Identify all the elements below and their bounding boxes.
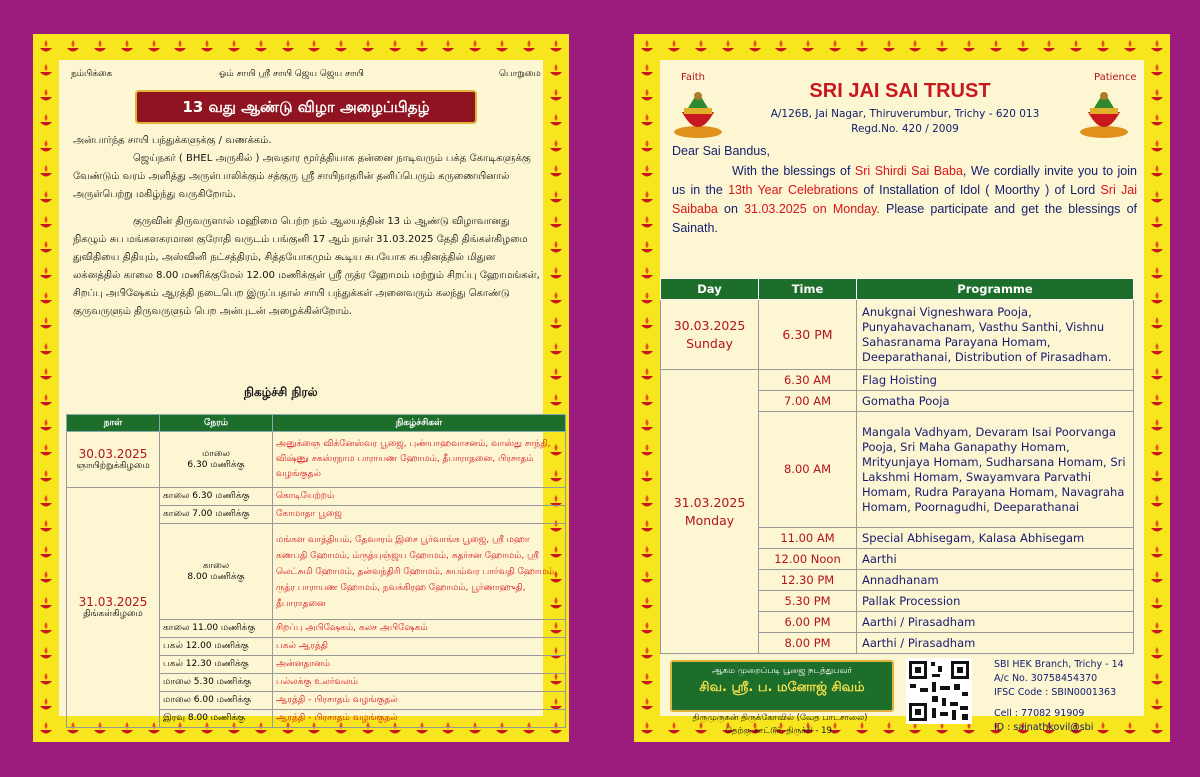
- diya-lamp-icon: [1149, 88, 1165, 104]
- invite-highlight: 31.03.2025 on Monday.: [744, 202, 880, 216]
- diya-lamp-icon: [639, 190, 655, 206]
- invite-text: on: [717, 202, 745, 216]
- trust-regd: Regd.No. 420 / 2009: [851, 123, 959, 135]
- lamp-border-right: [1146, 58, 1168, 718]
- diya-lamp-icon: [1149, 570, 1165, 586]
- diya-lamp-icon: [280, 39, 296, 55]
- english-invitation-body: [660, 60, 1144, 736]
- col-time: Time: [759, 279, 857, 300]
- trust-address: A/126B, Jai Nagar, Thiruverumbur, Trichy - 620 013: [770, 108, 1040, 120]
- diya-lamp-icon: [1149, 215, 1165, 231]
- invite-highlight: 13th Year Celebrations: [728, 183, 859, 197]
- title-banner: [135, 90, 477, 124]
- diya-lamp-icon: [548, 240, 564, 256]
- row-programme: Aarthi / Pirasadham: [857, 612, 1134, 633]
- invite-text: of Installation of Idol ( Moorthy ) of Lord: [858, 183, 1101, 197]
- row-programme: Aarthi: [857, 549, 1134, 570]
- row-time: 6.00 PM: [759, 612, 857, 633]
- bank-branch: SBI HEK Branch, Trichy - 14: [994, 659, 1124, 670]
- diya-lamp-icon: [988, 39, 1004, 55]
- diya-lamp-icon: [639, 164, 655, 180]
- diya-lamp-icon: [639, 646, 655, 662]
- diya-lamp-icon: [467, 39, 483, 55]
- diya-lamp-icon: [1149, 469, 1165, 485]
- diya-lamp-icon: [548, 39, 564, 55]
- diya-lamp-icon: [92, 39, 108, 55]
- diya-lamp-icon: [639, 266, 655, 282]
- tamil-invitation-panel: [33, 34, 569, 742]
- row-programme: Gomatha Pooja: [857, 391, 1134, 412]
- diya-lamp-icon: [548, 113, 564, 129]
- bank-ifsc: IFSC Code : SBIN0001363: [994, 687, 1117, 698]
- diya-lamp-icon: [747, 39, 763, 55]
- row-programme: Special Abhisegam, Kalasa Abhisegam: [857, 528, 1134, 549]
- invite-text: , We cordially invite you to join us in the: [672, 164, 1137, 197]
- diya-lamp-icon: [1149, 672, 1165, 688]
- diya-lamp-icon: [639, 596, 655, 612]
- col-programme: நிகழ்ச்சிகள்: [273, 415, 566, 432]
- qr-code-icon: [906, 658, 972, 724]
- day1-weekday: ஞாயிற்றுக்கிழமை: [76, 461, 150, 471]
- diya-lamp-icon: [548, 139, 564, 155]
- schedule-title: நிகழ்ச்சி நிரல்: [244, 385, 318, 399]
- day1-time: 6.30 PM: [759, 300, 857, 370]
- diya-lamp-icon: [38, 139, 54, 155]
- patience-label: Patience: [1094, 72, 1137, 83]
- contact-cell: Cell : 77082 91909: [994, 708, 1085, 719]
- row-programme: Mangala Vadhyam, Devaram Isai Poorvanga Pooja, Sri Maha Ganapathy Homam, Mrityunjaya Homam, Sudharsana Homam, Sri Lakshmi Homam, Swayamvara Parvathi Homam, Rudra Parayana Homam, Navagraha Homam, Poornagudhi, Deeparathanai: [857, 412, 1134, 528]
- diya-lamp-icon: [38, 291, 54, 307]
- diya-lamp-icon: [1149, 63, 1165, 79]
- row-time: 11.00 AM: [759, 528, 857, 549]
- english-invitation-panel: [634, 34, 1170, 742]
- diya-lamp-icon: [38, 519, 54, 535]
- diya-lamp-icon: [1149, 418, 1165, 434]
- diya-lamp-icon: [38, 697, 54, 713]
- day2-date: 31.03.2025: [673, 494, 746, 510]
- row-time: 5.30 PM: [759, 591, 857, 612]
- diya-lamp-icon: [1015, 39, 1031, 55]
- diya-lamp-icon: [440, 39, 456, 55]
- invite-highlight: Sri Jai Saibaba: [672, 183, 1137, 216]
- diya-lamp-icon: [38, 240, 54, 256]
- row-time: மாலை 5.30 மணிக்கு: [160, 674, 273, 692]
- row-programme: Aarthi / Pirasadham: [857, 633, 1134, 654]
- diya-lamp-icon: [38, 316, 54, 332]
- diya-lamp-icon: [38, 266, 54, 282]
- diya-lamp-icon: [548, 164, 564, 180]
- diya-lamp-icon: [639, 443, 655, 459]
- row-time: மாலை 6.00 மணிக்கு: [160, 692, 273, 710]
- diya-lamp-icon: [38, 367, 54, 383]
- day2-date: 31.03.2025: [78, 595, 148, 609]
- row-programme: Flag Hoisting: [857, 370, 1134, 391]
- row-programme: Pallak Procession: [857, 591, 1134, 612]
- diya-lamp-icon: [1149, 443, 1165, 459]
- diya-lamp-icon: [38, 646, 54, 662]
- diya-lamp-icon: [548, 393, 564, 409]
- diya-lamp-icon: [1149, 621, 1165, 637]
- english-schedule-table: [660, 278, 1134, 654]
- day2-weekday: Monday: [684, 512, 735, 528]
- diya-lamp-icon: [548, 266, 564, 282]
- row-time: காலை 7.00 மணிக்கு: [160, 506, 273, 524]
- row-programme: கொடியேற்றம்: [273, 488, 566, 506]
- invitation-paragraph: குருவின் திருவருளால் மஹிமை பெற்ற நம் ஆலயத்தின் 13 ம் ஆண்டு விழாவானது நிகழும் சுப மங்களகரமான குரோதி வருடம் பங்குனி 17 ஆம் நாள் 31.03.2025 தேதி திங்கள்கிழமை துவிதியை திதியும், அஸ்வினி நட்சத்திரம், சித்தயோகமும் கூடிய சுபயோக சுபதினத்தில் மிதுன லக்னத்தில் காலை 8.00 மணிக்குமேல் 12.00 மணிக்குள் ஸ்ரீ ருத்ர ஹோமம் மற்றும் சிறப்பு ஹோமங்கள், சிறப்பு அபிஷேகம் ஆரத்தி நடைபெற இருப்பதால் சாயி பந்துக்கள் அனைவரும் கலந்து கொண்டு குருவருளும் திருவருளும் பெற அன்புடன் அழைக்கின்றோம்.: [73, 216, 540, 317]
- col-day: நாள்: [67, 415, 160, 432]
- diya-lamp-icon: [639, 697, 655, 713]
- diya-lamp-icon: [639, 519, 655, 535]
- diya-lamp-icon: [1149, 545, 1165, 561]
- diya-lamp-icon: [360, 39, 376, 55]
- row-time: காலை 11.00 மணிக்கு: [160, 620, 273, 638]
- english-invitation-paragraph: [672, 162, 1137, 238]
- om-sai-line: ஓம் சாயி ஸ்ரீ சாயி ஜெய ஜெய சாயி: [219, 69, 364, 79]
- diya-lamp-icon: [521, 39, 537, 55]
- diya-lamp-icon: [38, 190, 54, 206]
- row-time: 12.00 Noon: [759, 549, 857, 570]
- bank-details: [994, 658, 1124, 735]
- row-programme: மங்கள வாத்தியம், தேவாரம் இசை பூர்வாங்க பூஜை, ஸ்ரீ மஹா கணபதி ஹோமம், ம்ருத்யுஞ்ஜய ஹோமம், சுதர்சன ஹோமம், ஸ்ரீ லெட்சுமி ஹோமம், தன்வந்திரி ஹோமம், சுயம்வர பார்வதி ஹோமம், ருத்ர பாராயண ஹோமம், நவக்கிரஹ ஹோமம், பூர்ணாஹுதி, தீபாராதனை: [273, 524, 566, 620]
- diya-lamp-icon: [199, 39, 215, 55]
- diya-lamp-icon: [1149, 494, 1165, 510]
- diya-lamp-icon: [1095, 39, 1111, 55]
- diya-lamp-icon: [1149, 266, 1165, 282]
- diya-lamp-icon: [38, 545, 54, 561]
- day1-programme: அனுக்ஞை விக்னேஸ்வர பூஜை, புண்யாஹவாசனம், வாஸ்து சாந்தி, விஷ்ணு சகஸ்ரநாம பாராயண ஹோமம், தீபாராதனை, பிரசாதம் வழங்குதல்: [273, 432, 566, 488]
- diya-lamp-icon: [38, 342, 54, 358]
- diya-lamp-icon: [548, 63, 564, 79]
- row-programme: பகல் ஆரத்தி: [273, 638, 566, 656]
- lamp-border-top: [634, 36, 1170, 58]
- col-programme: Programme: [857, 279, 1134, 300]
- row-time-period: காலை: [202, 560, 230, 571]
- diya-lamp-icon: [1149, 519, 1165, 535]
- diya-lamp-icon: [548, 367, 564, 383]
- diya-lamp-icon: [146, 39, 162, 55]
- row-time: பகல் 12.00 மணிக்கு: [160, 638, 273, 656]
- col-time: நேரம்: [160, 415, 273, 432]
- diya-lamp-icon: [639, 316, 655, 332]
- tamil-schedule-table: [66, 414, 566, 728]
- diya-lamp-icon: [639, 469, 655, 485]
- diya-lamp-icon: [226, 39, 242, 55]
- diya-lamp-icon: [639, 240, 655, 256]
- diya-lamp-icon: [907, 39, 923, 55]
- diya-lamp-icon: [639, 672, 655, 688]
- row-time: 12.30 PM: [759, 570, 857, 591]
- diya-lamp-icon: [1149, 342, 1165, 358]
- diya-lamp-icon: [1149, 316, 1165, 332]
- diya-lamp-icon: [38, 88, 54, 104]
- diya-lamp-icon: [639, 494, 655, 510]
- diya-lamp-icon: [38, 443, 54, 459]
- diya-lamp-icon: [38, 494, 54, 510]
- diya-lamp-icon: [773, 39, 789, 55]
- row-time: இரவு 8.00 மணிக்கு: [160, 710, 273, 728]
- row-time: பகல் 12.30 மணிக்கு: [160, 656, 273, 674]
- diya-lamp-icon: [639, 418, 655, 434]
- diya-lamp-icon: [720, 39, 736, 55]
- row-time: 8.00 PM: [759, 633, 857, 654]
- diya-lamp-icon: [639, 63, 655, 79]
- row-programme: ஆரத்தி - பிரசாதம் வழங்குதல்: [273, 710, 566, 728]
- diya-lamp-icon: [548, 291, 564, 307]
- row-programme: அன்னதானம்: [273, 656, 566, 674]
- diya-lamp-icon: [38, 721, 54, 737]
- diya-lamp-icon: [548, 88, 564, 104]
- diya-lamp-icon: [38, 393, 54, 409]
- diya-lamp-icon: [333, 39, 349, 55]
- diya-lamp-icon: [253, 39, 269, 55]
- diya-lamp-icon: [639, 139, 655, 155]
- diya-lamp-icon: [639, 621, 655, 637]
- diya-lamp-icon: [38, 570, 54, 586]
- diya-lamp-icon: [1149, 113, 1165, 129]
- diya-lamp-icon: [494, 39, 510, 55]
- diya-lamp-icon: [1068, 39, 1084, 55]
- diya-lamp-icon: [38, 418, 54, 434]
- diya-lamp-icon: [1149, 190, 1165, 206]
- diya-lamp-icon: [38, 63, 54, 79]
- row-programme: பல்லக்கு உலர்வலம்: [273, 674, 566, 692]
- diya-lamp-icon: [827, 39, 843, 55]
- diya-lamp-icon: [1149, 646, 1165, 662]
- diya-lamp-icon: [854, 39, 870, 55]
- kalasam-icon-left: [670, 88, 726, 140]
- diya-lamp-icon: [800, 39, 816, 55]
- diya-lamp-icon: [38, 469, 54, 485]
- invite-highlight: Sri Shirdi Sai Baba: [854, 164, 963, 178]
- day1-date: 30.03.2025: [78, 447, 148, 461]
- diya-lamp-icon: [1149, 291, 1165, 307]
- row-time: 8.00 AM: [759, 412, 857, 528]
- row-time: காலை 6.30 மணிக்கு: [160, 488, 273, 506]
- intro-paragraph: ஜெய்நகர் ( BHEL அருகில் ) அவதார மூர்த்தியாக தன்னை நாடிவரும் பக்த கோடிகளுக்கு வேண்டும் வரம் அளித்து அருள்பாலிக்கும் சத்குரு ஸ்ரீ சாயிநாதரின் தனிப்பெரும் கருணையினால் அருள்பெற்று மகிழ்ந்து வருகிறோம்.: [73, 153, 531, 200]
- priest-name: சிவ. ஸ்ரீ. ப. மனோஜ் சிவம்: [699, 680, 865, 695]
- tamil-invitation-body: [59, 60, 557, 723]
- diya-lamp-icon: [639, 291, 655, 307]
- priest-card: [670, 660, 894, 712]
- invite-text: With the blessings of: [732, 164, 855, 178]
- diya-lamp-icon: [639, 570, 655, 586]
- diya-lamp-icon: [1149, 721, 1165, 737]
- diya-lamp-icon: [548, 215, 564, 231]
- diya-lamp-icon: [306, 39, 322, 55]
- title-banner-text: 13 வது ஆண்டு விழா அழைப்பிதழ்: [182, 98, 430, 116]
- row-programme: கோமாதா பூஜை: [273, 506, 566, 524]
- diya-lamp-icon: [639, 545, 655, 561]
- diya-lamp-icon: [65, 39, 81, 55]
- priest-temple: திருமுருகன் திருக்கோவில் (வேத பாடசாலை): [692, 713, 868, 723]
- row-programme: சிறப்பு அபிஷேகம், கலச அபிஷேகம்: [273, 620, 566, 638]
- table-row: [661, 370, 1134, 391]
- greeting: அன்பார்ந்த சாயி பந்துக்களுக்கு / வணக்கம்.: [73, 135, 272, 146]
- diya-lamp-icon: [172, 39, 188, 55]
- lamp-border-left: [636, 58, 658, 718]
- lamp-border-top: [33, 36, 569, 58]
- diya-lamp-icon: [387, 39, 403, 55]
- day1-weekday: Sunday: [686, 335, 733, 351]
- diya-lamp-icon: [1149, 139, 1165, 155]
- diya-lamp-icon: [1149, 39, 1165, 55]
- faith-label-tamil: நம்பிக்கை: [71, 69, 113, 79]
- table-row: [67, 488, 566, 506]
- trust-name: SRI JAI SAI TRUST: [809, 80, 991, 102]
- day1-time: 6.30 மணிக்கு: [187, 459, 245, 470]
- diya-lamp-icon: [666, 39, 682, 55]
- day2-weekday: திங்கள்கிழமை: [83, 609, 143, 619]
- diya-lamp-icon: [639, 367, 655, 383]
- diya-lamp-icon: [639, 88, 655, 104]
- lamp-border-left: [35, 58, 57, 718]
- diya-lamp-icon: [1149, 240, 1165, 256]
- diya-lamp-icon: [548, 342, 564, 358]
- diya-lamp-icon: [639, 342, 655, 358]
- table-row: [67, 432, 566, 488]
- invite-text: Please participate and get the blessings of Sainath.: [672, 202, 1137, 235]
- dear-line: Dear Sai Bandus,: [672, 144, 770, 158]
- diya-lamp-icon: [934, 39, 950, 55]
- diya-lamp-icon: [38, 621, 54, 637]
- table-row: [661, 300, 1134, 370]
- row-time: 7.00 AM: [759, 391, 857, 412]
- diya-lamp-icon: [1149, 393, 1165, 409]
- diya-lamp-icon: [414, 39, 430, 55]
- diya-lamp-icon: [639, 39, 655, 55]
- diya-lamp-icon: [38, 164, 54, 180]
- row-programme: Annadhanam: [857, 570, 1134, 591]
- diya-lamp-icon: [881, 39, 897, 55]
- diya-lamp-icon: [38, 596, 54, 612]
- diya-lamp-icon: [639, 721, 655, 737]
- priest-location: தெற்கு காட்டூர், திருச்சி - 19.: [725, 726, 835, 736]
- diya-lamp-icon: [548, 316, 564, 332]
- day1-date: 30.03.2025: [673, 317, 746, 333]
- diya-lamp-icon: [38, 215, 54, 231]
- priest-title: ஆகம முறைப்படி பூஜை நடத்துபவர்: [711, 666, 853, 676]
- diya-lamp-icon: [1149, 164, 1165, 180]
- row-programme: ஆரத்தி - பிரசாதம் வழங்குதல்: [273, 692, 566, 710]
- row-time: 8.00 மணிக்கு: [187, 571, 245, 582]
- bank-account: A/c No. 30758454370: [994, 673, 1098, 684]
- diya-lamp-icon: [119, 39, 135, 55]
- diya-lamp-icon: [639, 113, 655, 129]
- patience-label-tamil: பொறுமை: [499, 69, 541, 79]
- diya-lamp-icon: [548, 190, 564, 206]
- day1-time-period: மாலை: [202, 448, 230, 459]
- diya-lamp-icon: [1149, 697, 1165, 713]
- diya-lamp-icon: [38, 113, 54, 129]
- diya-lamp-icon: [1122, 721, 1138, 737]
- diya-lamp-icon: [1041, 39, 1057, 55]
- faith-label: Faith: [681, 72, 705, 83]
- row-time: 6.30 AM: [759, 370, 857, 391]
- diya-lamp-icon: [1122, 39, 1138, 55]
- diya-lamp-icon: [693, 39, 709, 55]
- diya-lamp-icon: [639, 215, 655, 231]
- diya-lamp-icon: [1149, 596, 1165, 612]
- kalasam-icon-right: [1076, 88, 1132, 140]
- upi-id: ID : sainathkovil@sbi: [994, 722, 1094, 733]
- diya-lamp-icon: [639, 393, 655, 409]
- diya-lamp-icon: [38, 672, 54, 688]
- col-day: Day: [661, 279, 759, 300]
- diya-lamp-icon: [1149, 367, 1165, 383]
- day1-programme: Anukgnai Vigneshwara Pooja, Punyahavachanam, Vasthu Santhi, Vishnu Sahasranama Parayana Homam, Deeparathanai, Distribution of Pirasadham.: [857, 300, 1134, 370]
- diya-lamp-icon: [961, 39, 977, 55]
- diya-lamp-icon: [38, 39, 54, 55]
